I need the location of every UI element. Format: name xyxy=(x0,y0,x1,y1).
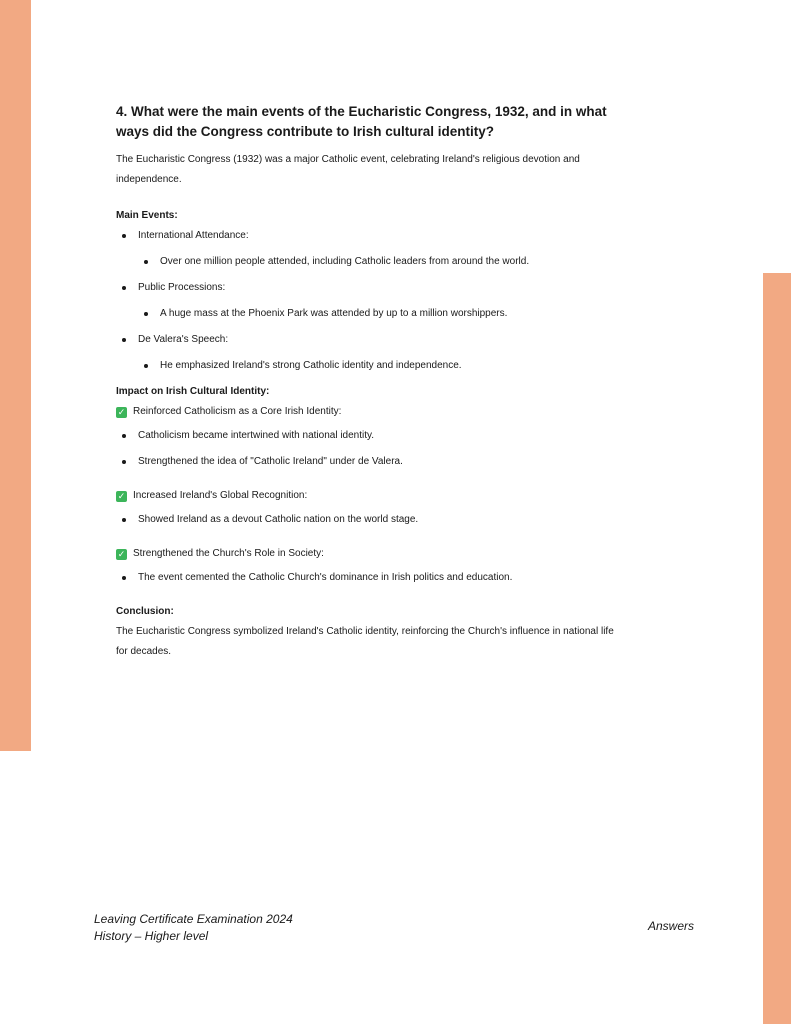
impact-section-title xyxy=(116,544,616,564)
main-events-list xyxy=(116,226,616,376)
list-item xyxy=(116,226,616,246)
impact-list xyxy=(116,510,616,530)
event-detail: Over one million people attended, including Catholic leaders from around the world. xyxy=(160,256,530,267)
bullet-icon xyxy=(144,312,148,316)
event-detail: He emphasized Ireland's strong Catholic identity and independence. xyxy=(160,360,462,371)
impact-title-text: Reinforced Catholicism as a Core Irish Identity: xyxy=(133,406,342,417)
question-title: 4. What were the main events of the Eucharistic Congress, 1932, and in what ways did the Congress contribute to Irish cultural identity? xyxy=(116,104,607,139)
left-accent-bar xyxy=(0,0,31,751)
footer-section-label: Answers xyxy=(648,919,695,933)
bullet-icon xyxy=(144,260,148,264)
footer-level: History – Higher level xyxy=(94,929,209,943)
list-item xyxy=(116,278,616,298)
impact-list xyxy=(116,426,616,472)
impact-point: The event cemented the Catholic Church's dominance in Irish politics and education. xyxy=(138,572,513,583)
bullet-icon xyxy=(122,286,126,290)
list-item xyxy=(116,304,616,324)
main-events-heading: Main Events: xyxy=(116,210,178,221)
list-item xyxy=(116,252,616,272)
check-mark-icon: ✓ xyxy=(117,490,126,501)
bullet-icon xyxy=(122,234,126,238)
bullet-icon xyxy=(144,364,148,368)
event-label: De Valera's Speech: xyxy=(138,334,229,345)
bullet-icon xyxy=(122,434,126,438)
list-item xyxy=(116,452,616,472)
footer-exam-info xyxy=(94,911,293,945)
bullet-icon xyxy=(122,576,126,580)
impact-point: Catholicism became intertwined with national identity. xyxy=(138,430,375,441)
list-item xyxy=(116,510,616,530)
bullet-icon xyxy=(122,518,126,522)
check-mark-icon: ✓ xyxy=(117,548,126,559)
event-label: Public Processions: xyxy=(138,282,226,293)
impact-section-title xyxy=(116,486,616,506)
impact-title-text: Increased Ireland's Global Recognition: xyxy=(133,490,308,501)
list-item xyxy=(116,330,616,350)
check-mark-icon: ✓ xyxy=(117,406,126,417)
bullet-icon xyxy=(122,460,126,464)
bullet-icon xyxy=(122,338,126,342)
impact-heading: Impact on Irish Cultural Identity: xyxy=(116,386,270,397)
conclusion-heading: Conclusion: xyxy=(116,606,174,617)
conclusion-text: The Eucharistic Congress symbolized Ireland's Catholic identity, reinforcing the Church's influence in national life for decades. xyxy=(116,626,614,657)
impact-section-title xyxy=(116,402,616,422)
impact-title-text: Strengthened the Church's Role in Society: xyxy=(133,548,324,559)
intro-paragraph: The Eucharistic Congress (1932) was a major Catholic event, celebrating Ireland's religious devotion and independence. xyxy=(116,154,580,185)
impact-point: Showed Ireland as a devout Catholic nation on the world stage. xyxy=(138,514,419,525)
right-accent-bar xyxy=(763,273,791,1024)
list-item xyxy=(116,426,616,446)
event-label: International Attendance: xyxy=(138,230,249,241)
footer-exam-title: Leaving Certificate Examination 2024 xyxy=(94,912,293,926)
event-detail: A huge mass at the Phoenix Park was attended by up to a million worshippers. xyxy=(160,308,508,319)
impact-point: Strengthened the idea of "Catholic Ireland" under de Valera. xyxy=(138,456,403,467)
impact-list xyxy=(116,568,616,588)
answer-content xyxy=(116,102,616,662)
list-item xyxy=(116,356,616,376)
list-item xyxy=(116,568,616,588)
